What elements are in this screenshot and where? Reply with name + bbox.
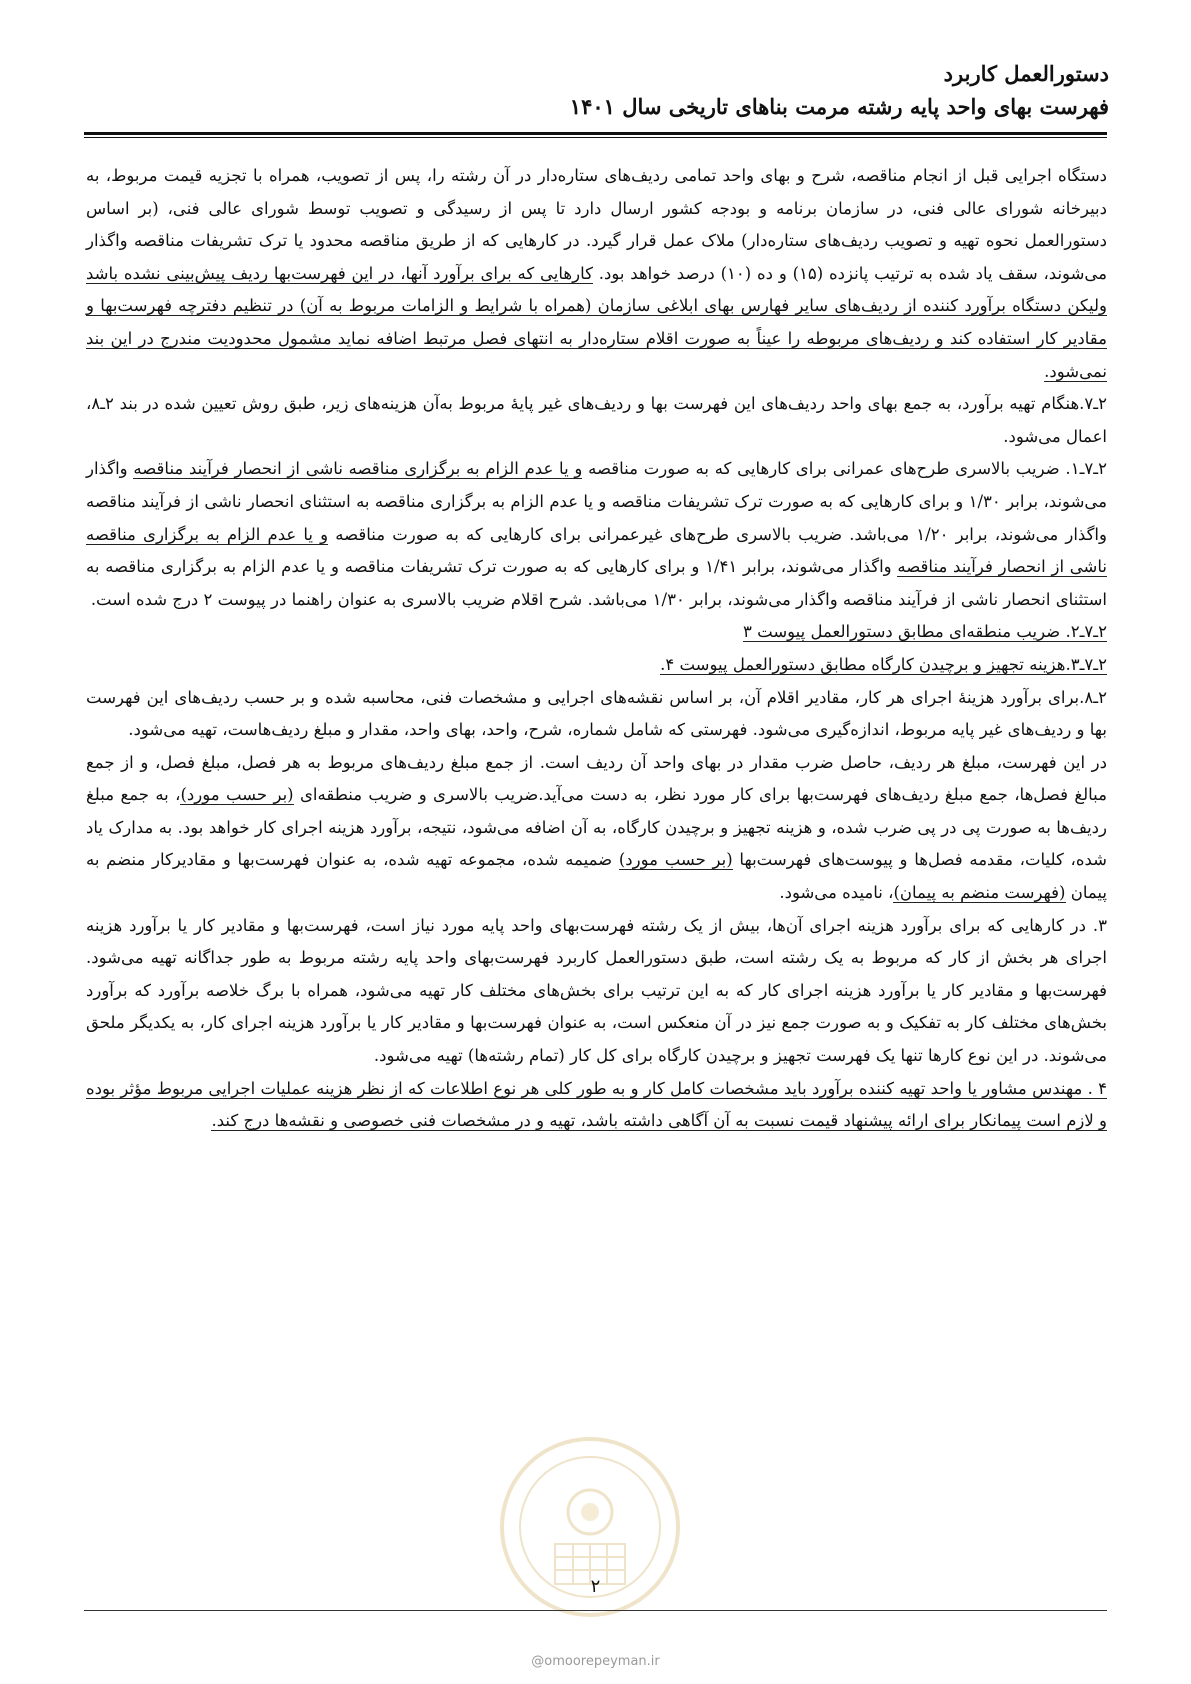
underlined-text: و یا عدم الزام به برگزاری مناقصه ناشی از انحصار فرآیند مناقصه bbox=[133, 459, 583, 479]
page-number: ۲ bbox=[590, 1576, 601, 1597]
header-title: دستورالعمل کاربرد bbox=[943, 61, 1109, 86]
underlined-text: (فهرست منضم به پیمان) bbox=[893, 883, 1066, 903]
underlined-text: ۲ـ۷ـ۲. ضریب منطقه‌ای مطابق دستورالعمل پیوست ۳ bbox=[743, 622, 1107, 642]
site-watermark-text: @omoorepeyman.ir bbox=[531, 1654, 660, 1669]
header-rule-thick bbox=[84, 132, 1107, 135]
paragraph-text: واگذار می‌شوند، برابر ۱/۳۰ و برای کارهایی که به صورت ترک تشریفات مناقصه و یا عدم الزام به برگزاری مناقصه به استثنای انحصار ناشی از فرآیند مناقصه واگذار می‌شوند، برابر ۱/۲۰ می‌باشد. ضریب بالاسری طرح‌های غیرعمرانی برای کارهایی که به صورت مناقصه bbox=[86, 459, 1107, 544]
underlined-text: (بر حسب مورد) bbox=[618, 850, 733, 870]
page-header bbox=[82, 58, 1109, 124]
paragraph-text: دستگاه اجرایی قبل از انجام مناقصه، شرح و بهای واحد تمامی ردیف‌های ستاره‌دار در آن رشته را، پس از تصویب، همراه با تجزیه قیمت مربوط، به دبیرخانه شورای عالی فنی، در سازمان برنامه و بودجه کشور ارسال دارد تا پس از رسیدگی و تصویب توسط شورای عالی فنی، (بر اساس دستورالعمل نحوه تهیه و تصویب ردیف‌های ستاره‌دار) ملاک عمل قرار گیرد. در کارهایی که از طریق مناقصه محدود یا ترک تشریفات مناقصه واگذار می‌شوند، سقف یاد شده به ترتیب پانزده (۱۵) و ده (۱۰) درصد خواهد بود. bbox=[86, 166, 1107, 283]
paragraph-text: ضمیمه شده، مجموعه تهیه شده، به عنوان فهرست‌بها و مقادیرکار منضم به پیمان bbox=[86, 850, 1107, 903]
paragraph-text: ۲ـ۷ـ۱. ضریب بالاسری طرح‌های عمرانی برای کارهایی که به صورت مناقصه bbox=[582, 459, 1107, 479]
header-subtitle: فهرست بهای واحد پایه رشته مرمت بناهای تاریخی سال ۱۴۰۱ bbox=[569, 94, 1109, 119]
header-rule-thin bbox=[84, 137, 1107, 138]
paragraph-text: در این فهرست، مبلغ هر ردیف، حاصل ضرب مقدار در بهای واحد آن ردیف است. از جمع مبلغ ردیف‌های مربوط به هر فصل، مبلغ فصل، و از جمع مبالغ فصل‌ها، جمع مبلغ ردیف‌های فهرست‌بها برای کار مورد نظر، به دست می‌آید.ضریب بالاسری و ضریب منطقه‌ای bbox=[86, 752, 1107, 805]
paragraph bbox=[86, 388, 1107, 453]
paragraph-text: ، به جمع مبلغ ردیف‌ها به صورت پی در پی ضرب شده، و هزینه تجهیز و برچیدن کارگاه، به آن اضافه می‌شود، نتیجه، برآورد هزینه اجرای کار خواهد بود. به مدارک یاد شده، کلیات، مقدمه فصل‌ها و پیوست‌های فهرست‌بها bbox=[86, 785, 1108, 870]
paragraph-text: واگذار می‌شوند، برابر ۱/۴۱ و برای کارهایی که به صورت ترک تشریفات مناقصه و یا عدم الزام به برگزاری مناقصه به استثنای انحصار ناشی از فرآیند مناقصه واگذار می‌شوند، برابر ۱/۳۰ می‌باشد. شرح اقلام ضریب بالاسری به عنوان راهنما در پیوست ۲ درج شده است. bbox=[86, 557, 1107, 609]
paragraph-text: ۲ـ۸.برای برآورد هزینهٔ اجرای هر کار، مقادیر اقلام آن، بر اساس نقشه‌های اجرایی و مشخصات فنی، محاسبه شده و بر حسب ردیف‌های این فهرست بها و ردیف‌های غیر پایه مربوط، اندازه‌گیری می‌شود. فهرستی که شامل شماره، شرح، واحد، بهای واحد، مقدار و مبلغ ردیف‌هاست، تهیه می‌شود. bbox=[86, 687, 1107, 740]
paragraph bbox=[86, 616, 1107, 649]
paragraph-text: ۲ـ۷.هنگام تهیه برآورد، به جمع بهای واحد ردیف‌های این فهرست بها و ردیف‌های غیر پایهٔ مربوط به‌آن هزینه‌های زیر، طبق روش تعیین شده در بند ۲ـ۸، اعمال می‌شود. bbox=[86, 394, 1107, 446]
underlined-text: کارهایی که برای برآورد آنها، در این فهرست‌بها ردیف پیش‌بینی نشده باشد ولیکن دستگاه برآورد کننده از ردیف‌های سایر فهارس بهای ابلاغی سازمان (همراه با شرایط و الزامات مربوط به آن) در تنظیم دفترچه فهرست‌بها و مقادیر کار استفاده کند و ردیف‌های مربوطه را عیناً به صورت اقلام ستاره‌دار به انتهای فصل مرتبط اضافه نماید مشمول محدودیت مندرج در این بند نمی‌شود. bbox=[86, 263, 1107, 381]
paragraph bbox=[86, 747, 1107, 910]
underlined-text: و یا عدم الزام به برگزاری مناقصه ناشی از انحصار فرآیند مناقصه bbox=[86, 524, 1107, 577]
underlined-text: ۲ـ۷ـ۳.هزینه تجهیز و برچیدن کارگاه مطابق دستورالعمل پیوست ۴. bbox=[660, 654, 1107, 674]
document-body bbox=[86, 160, 1107, 1138]
paragraph bbox=[86, 682, 1107, 747]
paragraph bbox=[86, 1073, 1107, 1138]
underlined-text: (بر حسب مورد) bbox=[180, 785, 294, 805]
paragraph bbox=[86, 453, 1107, 616]
underlined-text: ۴ . مهندس مشاور یا واحد تهیه کننده برآورد باید مشخصات کامل کار و به طور کلی هر نوع اطلاعات که از نظر هزینه عملیات اجرایی مربوط مؤثر بوده و لازم است پیمانکار برای ارائه پیشنهاد قیمت نسبت به آن آگاهی داشته باشد، تهیه و در مشخصات فنی خصوصی و نقشه‌ها درج کند. bbox=[86, 1078, 1107, 1131]
paragraph-text: ۳. در کارهایی که برای برآورد هزینه اجرای آن‌ها، بیش از یک رشته فهرست‌بهای واحد پایه مورد نیاز است، فهرست‌بها و مقادیر کار یا برآورد هزینه اجرای هر بخش از کار که مربوط به یک رشته است، طبق دستورالعمل کاربرد فهرست‌بهای واحد پایه رشته مربوط به طور جداگانه تهیه می‌شود. فهرست‌بها و مقادیر کار یا برآورد هزینه اجرای کار که به این ترتیب برای بخش‌های مختلف کار تهیه می‌شود، همراه با برگ خلاصه برآورد که برآورد بخش‌های مختلف کار به تفکیک و به صورت جمع نیز در آن منعکس است، به عنوان فهرست‌بها و مقادیر کار یا برآورد هزینه اجرای کار، به یکدیگر ملحق می‌شوند. در این نوع کارها تنها یک فهرست تجهیز و برچیدن کارگاه برای کل کار (تمام رشته‌ها) تهیه می‌شود. bbox=[86, 915, 1107, 1066]
paragraph bbox=[86, 910, 1107, 1073]
footer-rule bbox=[84, 1610, 1107, 1611]
paragraph bbox=[86, 160, 1107, 388]
paragraph-text: ، نامیده می‌شود. bbox=[779, 883, 894, 903]
paragraph bbox=[86, 649, 1107, 682]
